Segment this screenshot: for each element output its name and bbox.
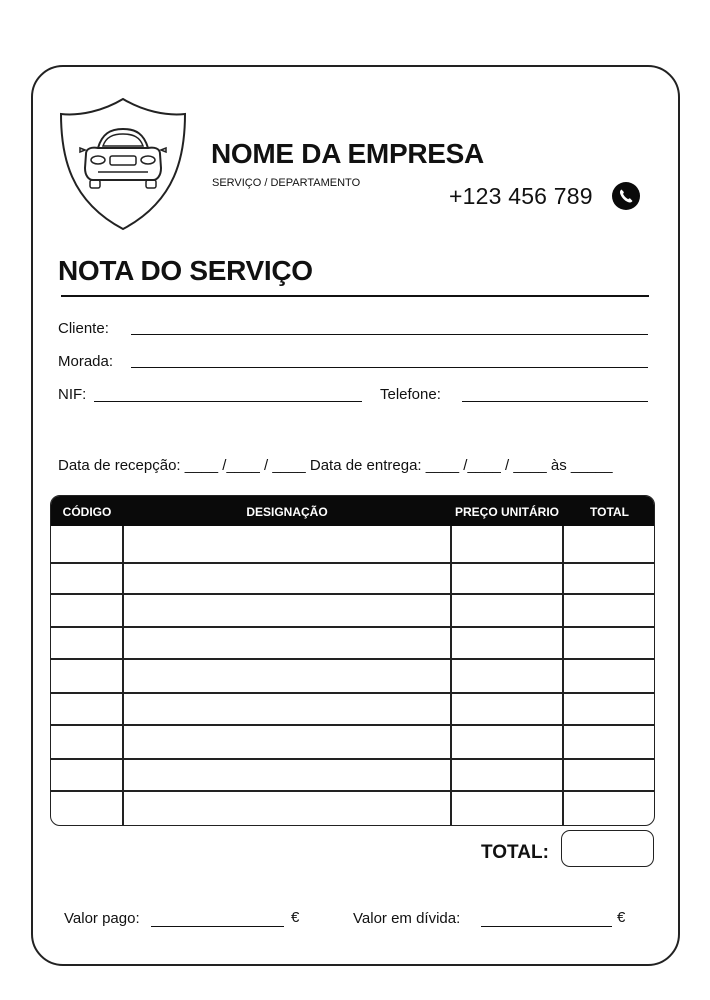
col-preco-unitario: PREÇO UNITÁRIO (454, 505, 559, 519)
morada-label: Morada: (58, 353, 114, 370)
valor-divida-field[interactable] (481, 926, 612, 927)
car-shield-logo (58, 96, 188, 232)
telefone-label: Telefone: (380, 386, 441, 403)
document-title: NOTA DO SERVIÇO (58, 255, 313, 286)
column-divider (122, 526, 124, 825)
total-box[interactable] (561, 830, 654, 867)
row-divider (51, 724, 654, 726)
company-name: NOME DA EMPRESA (211, 138, 484, 169)
currency-euro: € (617, 909, 626, 926)
valor-pago-label: Valor pago: (64, 910, 140, 927)
morada-field[interactable] (131, 367, 648, 368)
row-divider (51, 593, 654, 595)
row-divider (51, 658, 654, 660)
dates-line: Data de recepção: ____ /____ / ____ Data de entrega: ____ /____ / ____ às _____ (58, 457, 613, 474)
phone-number: +123 456 789 (449, 183, 593, 209)
telefone-field[interactable] (462, 401, 648, 402)
total-label: TOTAL: (481, 842, 549, 863)
row-divider (51, 692, 654, 694)
currency-euro: € (291, 909, 300, 926)
cliente-field[interactable] (131, 334, 648, 335)
nif-field[interactable] (94, 401, 362, 402)
table-header (51, 496, 654, 526)
cliente-label: Cliente: (58, 320, 109, 337)
row-divider (51, 626, 654, 628)
row-divider (51, 790, 654, 792)
row-divider (51, 562, 654, 564)
nif-label: NIF: (58, 386, 87, 403)
valor-divida-label: Valor em dívida: (353, 910, 461, 927)
phone-icon (611, 181, 641, 211)
items-table (50, 495, 655, 826)
col-designacao: DESIGNAÇÃO (246, 505, 328, 519)
title-divider (61, 295, 649, 297)
col-codigo: CÓDIGO (62, 505, 112, 519)
row-divider (51, 758, 654, 760)
column-divider (450, 526, 452, 825)
col-total: TOTAL (590, 505, 629, 519)
valor-pago-field[interactable] (151, 926, 284, 927)
column-divider (562, 526, 564, 825)
department-label: SERVIÇO / DEPARTAMENTO (212, 177, 361, 189)
